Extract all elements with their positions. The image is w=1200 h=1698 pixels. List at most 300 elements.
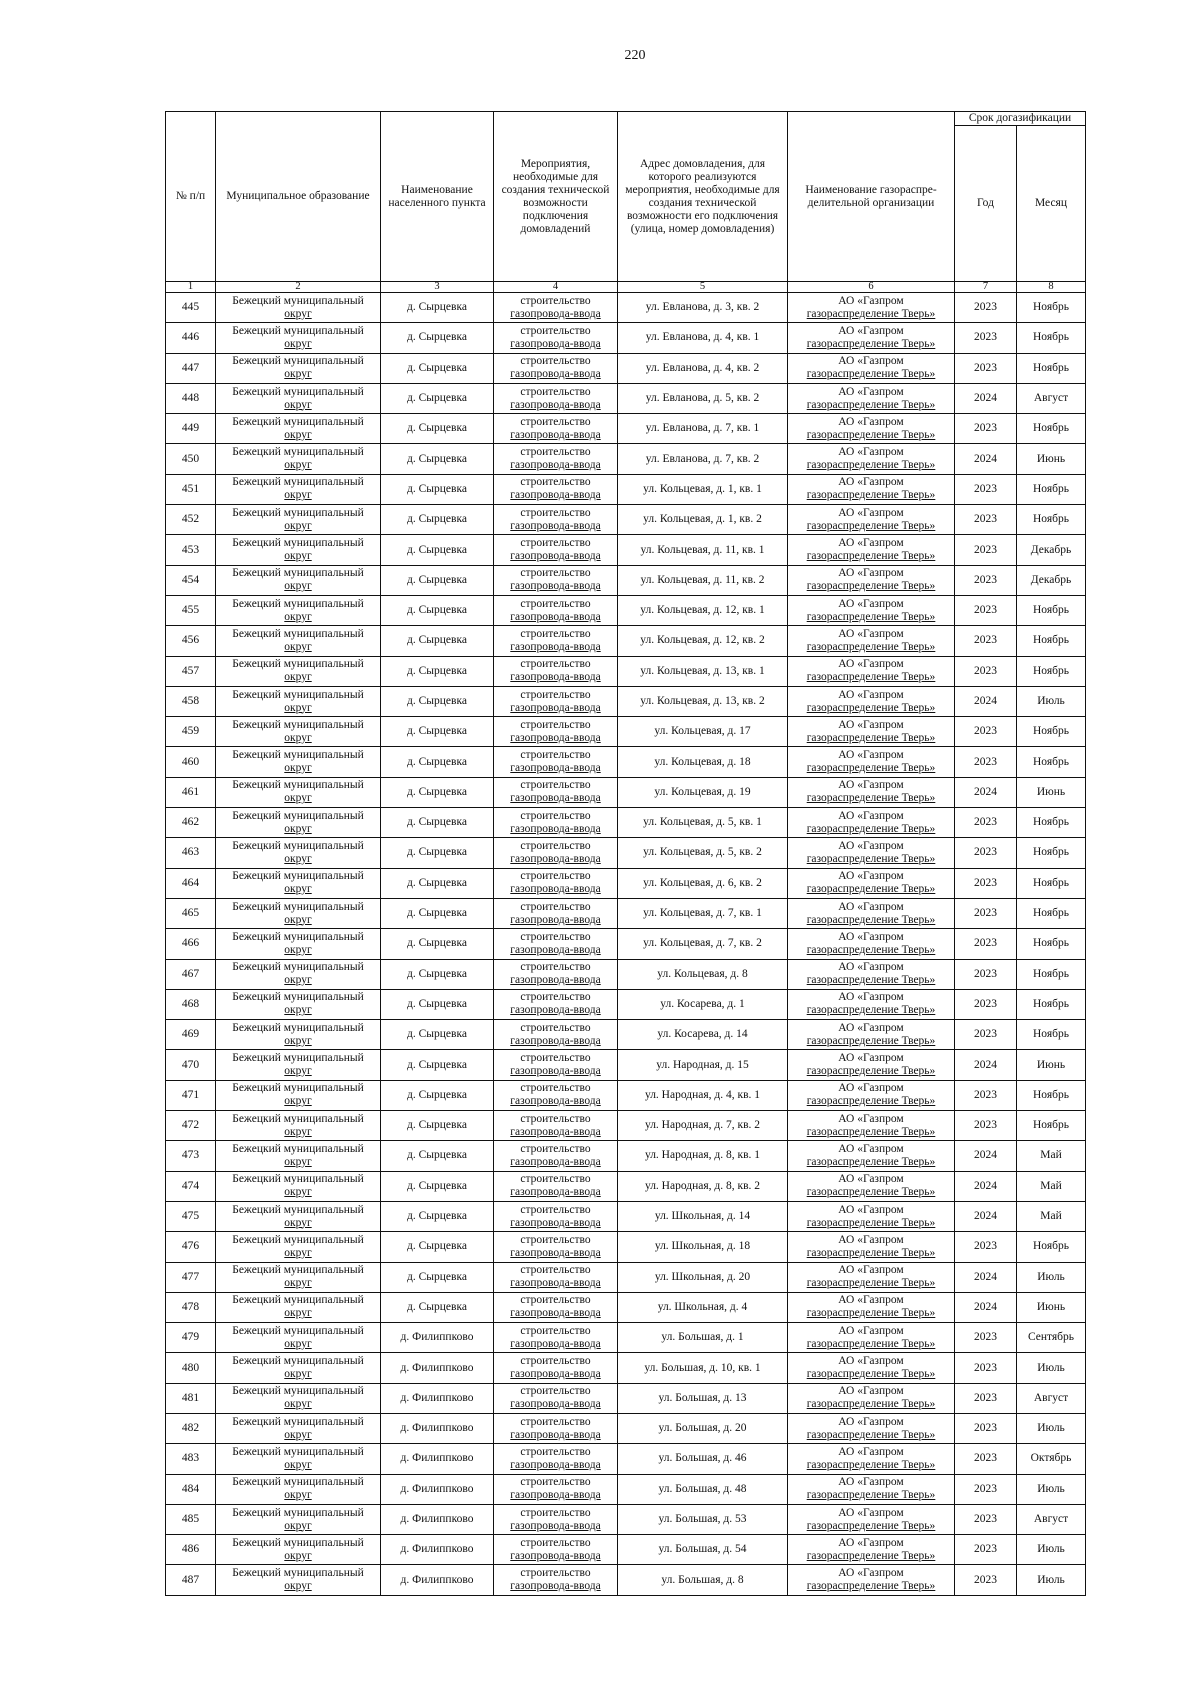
- org-line-1: АО «Газпром: [838, 1445, 904, 1458]
- cell-year: 2023: [955, 353, 1017, 383]
- cell-year: 2023: [955, 929, 1017, 959]
- column-number: 3: [381, 282, 494, 293]
- municipality-line-1: Бежецкий муниципальный: [232, 476, 364, 489]
- municipality-line-1: Бежецкий муниципальный: [232, 1203, 364, 1216]
- org-line-2: газораспределение Тверь»: [806, 883, 936, 896]
- cell-month: Ноябрь: [1017, 353, 1086, 383]
- cell-address: ул. Евланова, д. 3, кв. 2: [618, 293, 788, 323]
- cell-address: ул. Косарева, д. 14: [618, 1020, 788, 1050]
- org-line-2: газораспределение Тверь»: [806, 428, 936, 441]
- cell-address: ул. Большая, д. 46: [618, 1444, 788, 1474]
- measures-line-2: газопровода-ввода: [510, 398, 601, 411]
- cell-num: 478: [166, 1292, 216, 1322]
- cell-municipality: [216, 1171, 381, 1201]
- municipality-line-1: Бежецкий муниципальный: [232, 749, 364, 762]
- cell-municipality: [216, 1353, 381, 1383]
- measures-line-1: строительство: [520, 1021, 591, 1034]
- org-line-2: газораспределение Тверь»: [806, 519, 936, 532]
- measures-line-1: строительство: [520, 385, 591, 398]
- measures-line-2: газопровода-ввода: [510, 640, 601, 653]
- measures-line-1: строительство: [520, 294, 591, 307]
- org-line-1: АО «Газпром: [838, 839, 904, 852]
- cell-measures: [494, 1413, 618, 1443]
- cell-month: Октябрь: [1017, 1444, 1086, 1474]
- org-line-1: АО «Газпром: [838, 1415, 904, 1428]
- column-number: 5: [618, 282, 788, 293]
- org-line-2: газораспределение Тверь»: [806, 459, 936, 472]
- cell-year: 2023: [955, 293, 1017, 323]
- cell-num: 467: [166, 959, 216, 989]
- cell-num: 449: [166, 414, 216, 444]
- org-line-1: АО «Газпром: [838, 1476, 904, 1489]
- municipality-line-1: Бежецкий муниципальный: [232, 506, 364, 519]
- cell-num: 446: [166, 323, 216, 353]
- table-row: [166, 626, 1086, 656]
- measures-line-1: строительство: [520, 476, 591, 489]
- municipality-line-2: округ: [284, 398, 312, 411]
- cell-org: [788, 838, 955, 868]
- measures-line-2: газопровода-ввода: [510, 1580, 601, 1593]
- table-row: [166, 1232, 1086, 1262]
- org-line-1: АО «Газпром: [838, 1536, 904, 1549]
- measures-line-2: газопровода-ввода: [510, 852, 601, 865]
- measures-line-1: строительство: [520, 718, 591, 731]
- cell-address: ул. Большая, д. 48: [618, 1474, 788, 1504]
- org-line-2: газораспределение Тверь»: [806, 1095, 936, 1108]
- cell-month: Май: [1017, 1201, 1086, 1231]
- cell-num: 482: [166, 1413, 216, 1443]
- org-line-2: газораспределение Тверь»: [806, 1337, 936, 1350]
- cell-municipality: [216, 1080, 381, 1110]
- cell-year: 2023: [955, 959, 1017, 989]
- org-line-1: АО «Газпром: [838, 1112, 904, 1125]
- cell-measures: [494, 595, 618, 625]
- cell-settlement: д. Сырцевка: [381, 444, 494, 474]
- cell-measures: [494, 1050, 618, 1080]
- cell-org: [788, 1201, 955, 1231]
- org-line-2: газораспределение Тверь»: [806, 1065, 936, 1078]
- column-number: 1: [166, 282, 216, 293]
- measures-line-2: газопровода-ввода: [510, 337, 601, 350]
- cell-year: 2023: [955, 1232, 1017, 1262]
- org-line-2: газораспределение Тверь»: [806, 489, 936, 502]
- cell-settlement: д. Сырцевка: [381, 747, 494, 777]
- table-row: [166, 1201, 1086, 1231]
- measures-line-2: газопровода-ввода: [510, 1277, 601, 1290]
- org-line-2: газораспределение Тверь»: [806, 1549, 936, 1562]
- municipality-line-1: Бежецкий муниципальный: [232, 1324, 364, 1337]
- municipality-line-2: округ: [284, 368, 312, 381]
- cell-year: 2024: [955, 1262, 1017, 1292]
- cell-org: [788, 444, 955, 474]
- cell-year: 2023: [955, 1413, 1017, 1443]
- measures-line-2: газопровода-ввода: [510, 701, 601, 714]
- municipality-line-1: Бежецкий муниципальный: [232, 1536, 364, 1549]
- measures-line-1: строительство: [520, 506, 591, 519]
- cell-org: [788, 474, 955, 504]
- cell-year: 2023: [955, 1565, 1017, 1595]
- cell-month: Июль: [1017, 1535, 1086, 1565]
- cell-year: 2023: [955, 868, 1017, 898]
- cell-municipality: [216, 747, 381, 777]
- cell-address: ул. Народная, д. 4, кв. 1: [618, 1080, 788, 1110]
- cell-address: ул. Большая, д. 13: [618, 1383, 788, 1413]
- cell-year: 2023: [955, 535, 1017, 565]
- measures-line-2: газопровода-ввода: [510, 1398, 601, 1411]
- cell-municipality: [216, 808, 381, 838]
- cell-measures: [494, 1353, 618, 1383]
- table-row: [166, 868, 1086, 898]
- measures-line-1: строительство: [520, 1415, 591, 1428]
- cell-month: Август: [1017, 1504, 1086, 1534]
- table-row: [166, 898, 1086, 928]
- municipality-line-2: округ: [284, 852, 312, 865]
- cell-month: Декабрь: [1017, 565, 1086, 595]
- cell-measures: [494, 505, 618, 535]
- table-row: [166, 1565, 1086, 1595]
- municipality-line-1: Бежецкий муниципальный: [232, 415, 364, 428]
- cell-year: 2023: [955, 1535, 1017, 1565]
- measures-line-2: газопровода-ввода: [510, 792, 601, 805]
- measures-line-1: строительство: [520, 1203, 591, 1216]
- cell-num: 486: [166, 1535, 216, 1565]
- cell-num: 457: [166, 656, 216, 686]
- cell-settlement: д. Сырцевка: [381, 1050, 494, 1080]
- org-line-2: газораспределение Тверь»: [806, 1580, 936, 1593]
- table-row: [166, 747, 1086, 777]
- measures-line-2: газопровода-ввода: [510, 1368, 601, 1381]
- cell-org: [788, 414, 955, 444]
- org-line-1: АО «Газпром: [838, 1567, 904, 1580]
- org-line-1: АО «Газпром: [838, 1173, 904, 1186]
- cell-municipality: [216, 353, 381, 383]
- municipality-line-1: Бежецкий муниципальный: [232, 446, 364, 459]
- measures-line-1: строительство: [520, 900, 591, 913]
- org-line-1: АО «Газпром: [838, 294, 904, 307]
- measures-line-2: газопровода-ввода: [510, 1337, 601, 1350]
- org-line-2: газораспределение Тверь»: [806, 307, 936, 320]
- org-line-1: АО «Газпром: [838, 1264, 904, 1277]
- measures-line-2: газопровода-ввода: [510, 368, 601, 381]
- municipality-line-2: округ: [284, 1489, 312, 1502]
- cell-year: 2023: [955, 1353, 1017, 1383]
- cell-settlement: д. Сырцевка: [381, 1171, 494, 1201]
- municipality-line-1: Бежецкий муниципальный: [232, 355, 364, 368]
- measures-line-2: газопровода-ввода: [510, 519, 601, 532]
- measures-line-1: строительство: [520, 597, 591, 610]
- cell-month: Ноябрь: [1017, 474, 1086, 504]
- municipality-line-2: округ: [284, 1337, 312, 1350]
- header-address: Адрес домовладения, для которого реализуются мероприятия, необходимые для создания технической возможности его подключения (улица, номер домовладения): [618, 112, 788, 282]
- cell-month: Ноябрь: [1017, 747, 1086, 777]
- cell-org: [788, 1171, 955, 1201]
- cell-year: 2023: [955, 1474, 1017, 1504]
- cell-year: 2023: [955, 898, 1017, 928]
- cell-municipality: [216, 444, 381, 474]
- municipality-line-2: округ: [284, 550, 312, 563]
- municipality-line-1: Бежецкий муниципальный: [232, 839, 364, 852]
- column-number-row: [166, 282, 1086, 293]
- measures-line-1: строительство: [520, 567, 591, 580]
- cell-address: ул. Кольцевая, д. 7, кв. 1: [618, 898, 788, 928]
- cell-municipality: [216, 1504, 381, 1534]
- org-line-2: газораспределение Тверь»: [806, 1398, 936, 1411]
- cell-month: Ноябрь: [1017, 505, 1086, 535]
- cell-org: [788, 595, 955, 625]
- cell-month: Ноябрь: [1017, 1020, 1086, 1050]
- table-row: [166, 808, 1086, 838]
- cell-address: ул. Кольцевая, д. 12, кв. 2: [618, 626, 788, 656]
- cell-month: Ноябрь: [1017, 293, 1086, 323]
- table-row: [166, 929, 1086, 959]
- cell-municipality: [216, 868, 381, 898]
- cell-municipality: [216, 1111, 381, 1141]
- cell-org: [788, 353, 955, 383]
- municipality-line-1: Бежецкий муниципальный: [232, 385, 364, 398]
- cell-address: ул. Большая, д. 8: [618, 1565, 788, 1595]
- cell-settlement: д. Филиппково: [381, 1383, 494, 1413]
- municipality-line-2: округ: [284, 1519, 312, 1532]
- cell-measures: [494, 1201, 618, 1231]
- table-row: [166, 1383, 1086, 1413]
- cell-year: 2024: [955, 686, 1017, 716]
- table-row: [166, 1535, 1086, 1565]
- cell-month: Ноябрь: [1017, 838, 1086, 868]
- org-line-1: АО «Газпром: [838, 1506, 904, 1519]
- cell-settlement: д. Сырцевка: [381, 383, 494, 413]
- column-number: 8: [1017, 282, 1086, 293]
- cell-settlement: д. Сырцевка: [381, 838, 494, 868]
- cell-measures: [494, 444, 618, 474]
- cell-address: ул. Кольцевая, д. 5, кв. 1: [618, 808, 788, 838]
- cell-num: 465: [166, 898, 216, 928]
- cell-year: 2023: [955, 1020, 1017, 1050]
- table-row: [166, 1292, 1086, 1322]
- municipality-line-2: округ: [284, 943, 312, 956]
- municipality-line-1: Бежецкий муниципальный: [232, 930, 364, 943]
- table-row: [166, 293, 1086, 323]
- cell-org: [788, 1323, 955, 1353]
- measures-line-1: строительство: [520, 1355, 591, 1368]
- measures-line-1: строительство: [520, 1506, 591, 1519]
- cell-measures: [494, 1232, 618, 1262]
- measures-line-2: газопровода-ввода: [510, 1034, 601, 1047]
- org-line-2: газораспределение Тверь»: [806, 580, 936, 593]
- cell-num: 460: [166, 747, 216, 777]
- cell-org: [788, 959, 955, 989]
- cell-measures: [494, 414, 618, 444]
- cell-measures: [494, 1504, 618, 1534]
- cell-municipality: [216, 1232, 381, 1262]
- cell-municipality: [216, 323, 381, 353]
- cell-month: Август: [1017, 1383, 1086, 1413]
- municipality-line-2: округ: [284, 459, 312, 472]
- cell-org: [788, 1535, 955, 1565]
- cell-month: Ноябрь: [1017, 717, 1086, 747]
- cell-month: Ноябрь: [1017, 868, 1086, 898]
- cell-org: [788, 323, 955, 353]
- header-settlement: Наименование населенного пункта: [381, 112, 494, 282]
- cell-measures: [494, 1262, 618, 1292]
- municipality-line-2: округ: [284, 762, 312, 775]
- cell-settlement: д. Сырцевка: [381, 1262, 494, 1292]
- cell-num: 458: [166, 686, 216, 716]
- cell-address: ул. Народная, д. 7, кв. 2: [618, 1111, 788, 1141]
- cell-measures: [494, 1111, 618, 1141]
- measures-line-2: газопровода-ввода: [510, 459, 601, 472]
- measures-line-1: строительство: [520, 870, 591, 883]
- municipality-line-2: округ: [284, 913, 312, 926]
- table-row: [166, 1413, 1086, 1443]
- org-line-2: газораспределение Тверь»: [806, 974, 936, 987]
- cell-num: 459: [166, 717, 216, 747]
- cell-num: 451: [166, 474, 216, 504]
- measures-line-2: газопровода-ввода: [510, 883, 601, 896]
- municipality-line-1: Бежецкий муниципальный: [232, 658, 364, 671]
- cell-address: ул. Народная, д. 8, кв. 2: [618, 1171, 788, 1201]
- measures-line-1: строительство: [520, 1385, 591, 1398]
- org-line-2: газораспределение Тверь»: [806, 822, 936, 835]
- org-line-2: газораспределение Тверь»: [806, 1246, 936, 1259]
- cell-month: Декабрь: [1017, 535, 1086, 565]
- measures-line-1: строительство: [520, 1173, 591, 1186]
- cell-num: 470: [166, 1050, 216, 1080]
- cell-municipality: [216, 505, 381, 535]
- municipality-line-1: Бежецкий муниципальный: [232, 1476, 364, 1489]
- cell-num: 450: [166, 444, 216, 474]
- page-number: 220: [624, 48, 646, 63]
- cell-municipality: [216, 777, 381, 807]
- cell-settlement: д. Сырцевка: [381, 989, 494, 1019]
- cell-settlement: д. Сырцевка: [381, 717, 494, 747]
- measures-line-1: строительство: [520, 1294, 591, 1307]
- cell-org: [788, 868, 955, 898]
- cell-year: 2023: [955, 1383, 1017, 1413]
- table-row: [166, 989, 1086, 1019]
- cell-org: [788, 686, 955, 716]
- cell-municipality: [216, 1141, 381, 1171]
- table-row: [166, 1020, 1086, 1050]
- cell-num: 464: [166, 868, 216, 898]
- cell-settlement: д. Сырцевка: [381, 565, 494, 595]
- cell-municipality: [216, 293, 381, 323]
- cell-measures: [494, 565, 618, 595]
- cell-month: Ноябрь: [1017, 414, 1086, 444]
- table-row: [166, 656, 1086, 686]
- cell-measures: [494, 1323, 618, 1353]
- cell-month: Ноябрь: [1017, 929, 1086, 959]
- cell-org: [788, 989, 955, 1019]
- cell-settlement: д. Сырцевка: [381, 595, 494, 625]
- measures-line-1: строительство: [520, 324, 591, 337]
- municipality-line-1: Бежецкий муниципальный: [232, 779, 364, 792]
- cell-measures: [494, 323, 618, 353]
- cell-measures: [494, 1565, 618, 1595]
- cell-org: [788, 898, 955, 928]
- org-line-2: газораспределение Тверь»: [806, 1489, 936, 1502]
- municipality-line-1: Бежецкий муниципальный: [232, 809, 364, 822]
- org-line-2: газораспределение Тверь»: [806, 671, 936, 684]
- table-row: [166, 1050, 1086, 1080]
- measures-line-2: газопровода-ввода: [510, 307, 601, 320]
- cell-year: 2023: [955, 1111, 1017, 1141]
- org-line-1: АО «Газпром: [838, 537, 904, 550]
- cell-num: 471: [166, 1080, 216, 1110]
- cell-org: [788, 1413, 955, 1443]
- cell-year: 2023: [955, 414, 1017, 444]
- org-line-1: АО «Газпром: [838, 355, 904, 368]
- org-line-2: газораспределение Тверь»: [806, 1125, 936, 1138]
- cell-num: 461: [166, 777, 216, 807]
- org-line-2: газораспределение Тверь»: [806, 1428, 936, 1441]
- cell-year: 2023: [955, 1504, 1017, 1534]
- org-line-2: газораспределение Тверь»: [806, 1186, 936, 1199]
- measures-line-2: газопровода-ввода: [510, 1428, 601, 1441]
- municipality-line-2: округ: [284, 1458, 312, 1471]
- cell-org: [788, 1565, 955, 1595]
- municipality-line-2: округ: [284, 1246, 312, 1259]
- cell-org: [788, 626, 955, 656]
- cell-settlement: д. Сырцевка: [381, 1232, 494, 1262]
- cell-settlement: д. Сырцевка: [381, 686, 494, 716]
- measures-line-1: строительство: [520, 961, 591, 974]
- cell-year: 2024: [955, 444, 1017, 474]
- measures-line-2: газопровода-ввода: [510, 943, 601, 956]
- measures-line-1: строительство: [520, 1233, 591, 1246]
- cell-municipality: [216, 1020, 381, 1050]
- cell-settlement: д. Сырцевка: [381, 323, 494, 353]
- measures-line-2: газопровода-ввода: [510, 1519, 601, 1532]
- cell-num: 455: [166, 595, 216, 625]
- cell-measures: [494, 1141, 618, 1171]
- measures-line-2: газопровода-ввода: [510, 580, 601, 593]
- cell-municipality: [216, 1323, 381, 1353]
- municipality-line-2: округ: [284, 883, 312, 896]
- cell-settlement: д. Сырцевка: [381, 505, 494, 535]
- cell-num: 487: [166, 1565, 216, 1595]
- table-row: [166, 1171, 1086, 1201]
- cell-year: 2023: [955, 565, 1017, 595]
- cell-municipality: [216, 1292, 381, 1322]
- cell-municipality: [216, 1262, 381, 1292]
- org-line-2: газораспределение Тверь»: [806, 943, 936, 956]
- org-line-1: АО «Газпром: [838, 718, 904, 731]
- municipality-line-1: Бежецкий муниципальный: [232, 991, 364, 1004]
- municipality-line-2: округ: [284, 1004, 312, 1017]
- cell-measures: [494, 535, 618, 565]
- cell-year: 2023: [955, 1080, 1017, 1110]
- cell-settlement: д. Сырцевка: [381, 535, 494, 565]
- org-line-2: газораспределение Тверь»: [806, 1368, 936, 1381]
- cell-address: ул. Большая, д. 54: [618, 1535, 788, 1565]
- org-line-1: АО «Газпром: [838, 1385, 904, 1398]
- cell-measures: [494, 1292, 618, 1322]
- cell-month: Ноябрь: [1017, 656, 1086, 686]
- org-line-1: АО «Газпром: [838, 961, 904, 974]
- municipality-line-1: Бежецкий муниципальный: [232, 1445, 364, 1458]
- cell-municipality: [216, 1201, 381, 1231]
- cell-address: ул. Кольцевая, д. 12, кв. 1: [618, 595, 788, 625]
- cell-org: [788, 1262, 955, 1292]
- cell-org: [788, 1020, 955, 1050]
- table-row: [166, 383, 1086, 413]
- cell-measures: [494, 1171, 618, 1201]
- measures-line-2: газопровода-ввода: [510, 489, 601, 502]
- municipality-line-2: округ: [284, 489, 312, 502]
- cell-num: 484: [166, 1474, 216, 1504]
- cell-year: 2023: [955, 505, 1017, 535]
- cell-municipality: [216, 686, 381, 716]
